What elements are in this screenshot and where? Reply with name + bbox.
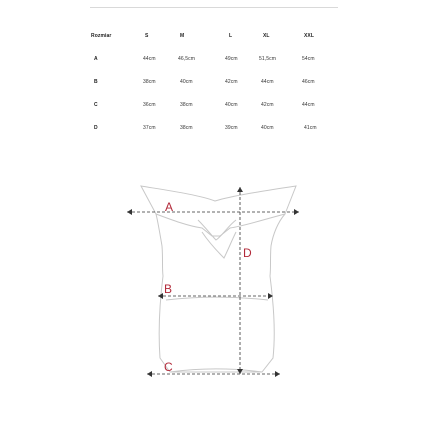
cell-a-xxl: 54cm — [302, 56, 315, 62]
cell-d-xl: 40cm — [261, 125, 274, 131]
cell-b-xxl: 46cm — [302, 79, 315, 85]
size-header-m: M — [180, 33, 185, 39]
table-corner-label: Rozmiar — [91, 33, 112, 39]
row-label-d: D — [94, 125, 98, 131]
cell-a-s: 44cm — [143, 56, 156, 62]
cell-d-l: 39cm — [225, 125, 238, 131]
cell-b-s: 38cm — [143, 79, 156, 85]
cell-d-xxl: 41cm — [304, 125, 317, 131]
cell-b-l: 42cm — [225, 79, 238, 85]
cell-a-xl: 51,5cm — [259, 56, 276, 62]
cell-c-l: 40cm — [225, 102, 238, 108]
cell-b-m: 40cm — [180, 79, 193, 85]
size-header-s: S — [145, 33, 149, 39]
size-header-xl: XL — [263, 33, 270, 39]
arrow-heads — [127, 187, 299, 377]
label-c: C — [164, 360, 173, 374]
label-a: A — [165, 200, 174, 214]
row-label-a: A — [94, 56, 98, 62]
cell-c-xl: 42cm — [261, 102, 274, 108]
size-header-xxl: XXL — [304, 33, 315, 39]
cell-d-m: 38cm — [180, 125, 193, 131]
label-b: B — [164, 282, 173, 296]
cell-c-m: 38cm — [180, 102, 193, 108]
cell-c-xxl: 44cm — [302, 102, 315, 108]
label-d: D — [243, 246, 252, 260]
cell-d-s: 37cm — [143, 125, 156, 131]
size-header-l: L — [229, 33, 233, 39]
cell-c-s: 36cm — [143, 102, 156, 108]
row-label-b: B — [94, 79, 98, 85]
measurement-lines — [127, 187, 299, 374]
cell-a-l: 49cm — [225, 56, 238, 62]
cell-b-xl: 44cm — [261, 79, 274, 85]
row-label-c: C — [94, 102, 98, 108]
cell-a-m: 46,5cm — [178, 56, 195, 62]
